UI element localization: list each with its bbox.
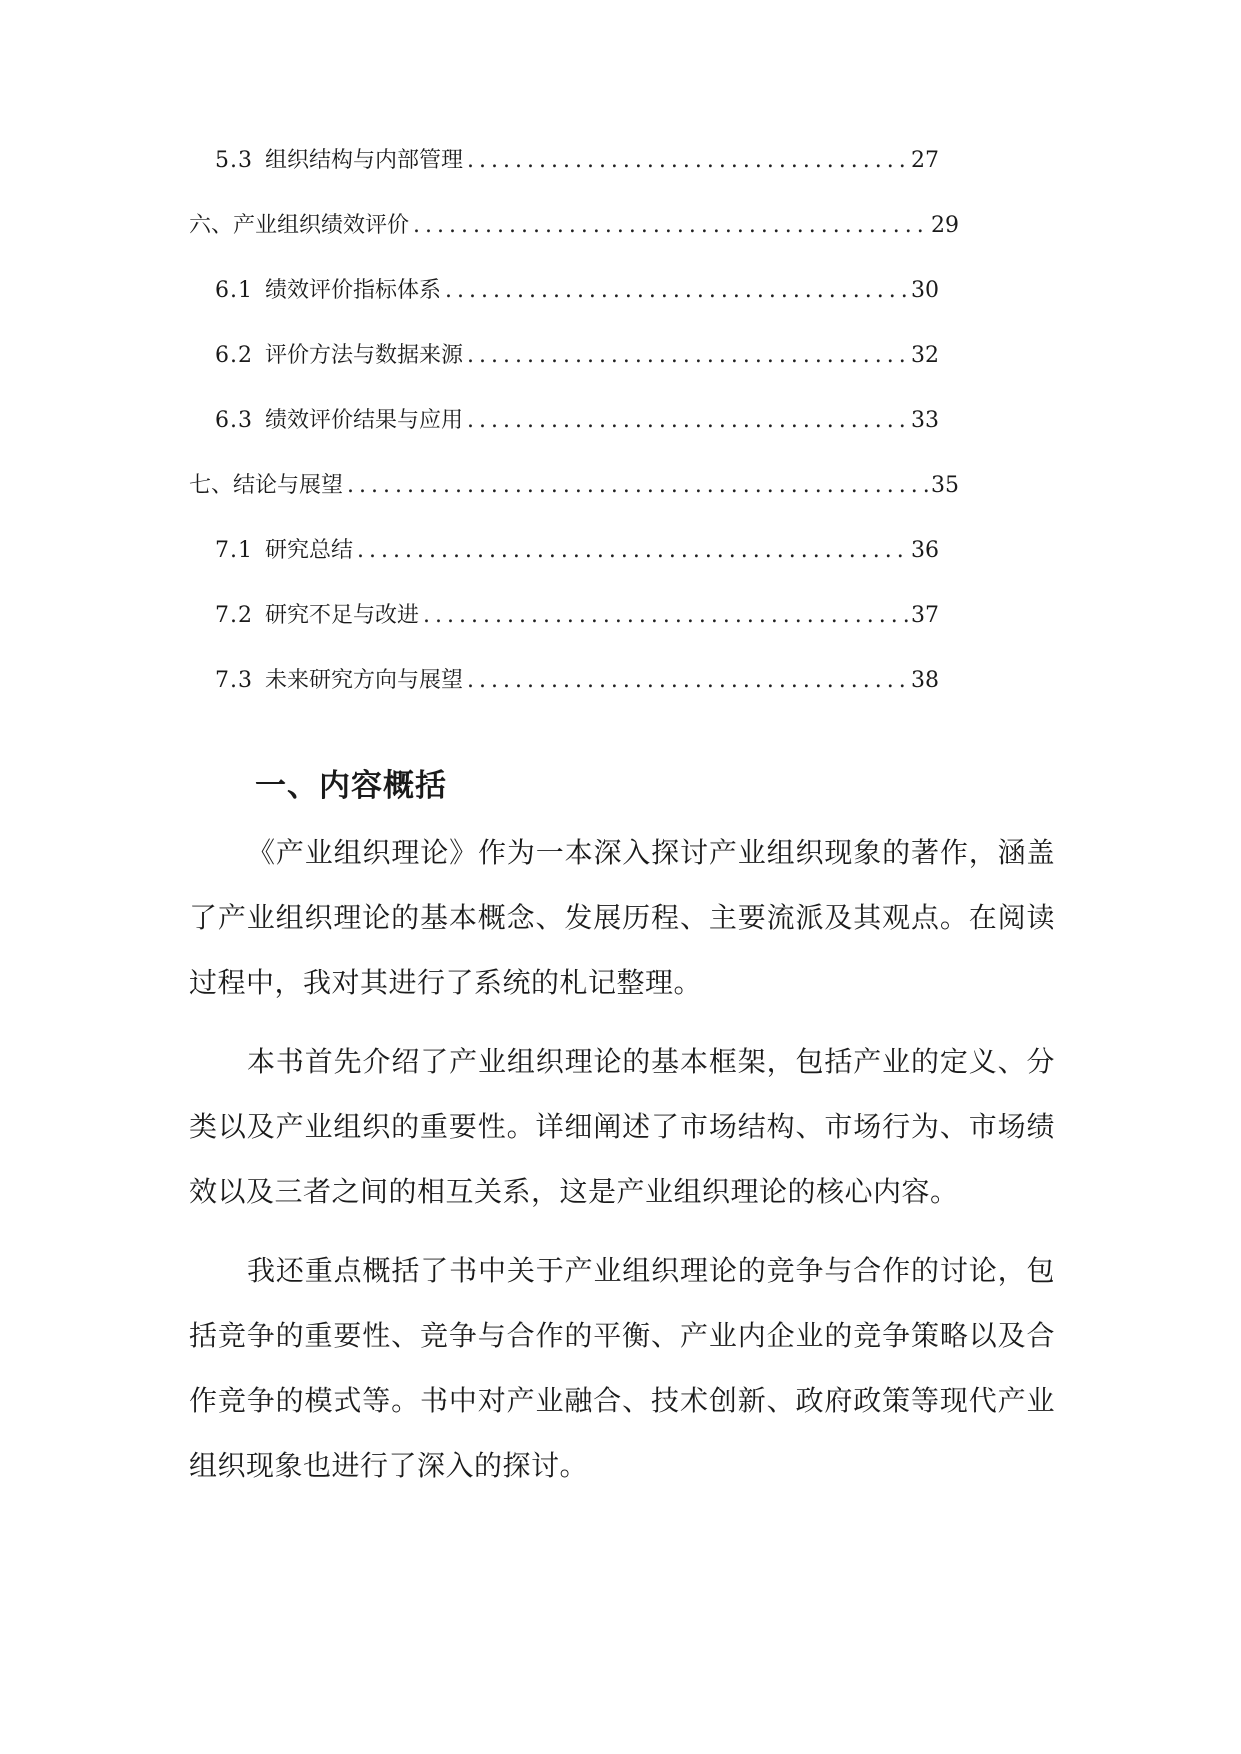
toc-leader-dots xyxy=(357,538,909,564)
toc-entry[interactable] xyxy=(189,213,959,278)
toc-entry[interactable] xyxy=(189,473,959,538)
toc-entry-title: 评价方法与数据来源 xyxy=(265,343,464,368)
toc-entry-number: 5.3 xyxy=(215,148,253,173)
toc-leader-dots xyxy=(347,473,929,499)
toc-entry-page: 27 xyxy=(911,148,939,173)
table-of-contents xyxy=(189,148,959,733)
toc-entry-title: 六、产业组织绩效评价 xyxy=(189,213,410,238)
toc-entry[interactable] xyxy=(189,603,959,668)
toc-entry-title: 组织结构与内部管理 xyxy=(265,148,464,173)
toc-entry-title: 研究总结 xyxy=(265,538,354,563)
toc-entry[interactable] xyxy=(189,538,959,603)
toc-leader-dots xyxy=(467,668,909,694)
toc-entry[interactable] xyxy=(189,408,959,473)
toc-entry-page: 37 xyxy=(911,603,939,628)
toc-entry-page: 30 xyxy=(911,278,939,303)
toc-entry-title: 绩效评价指标体系 xyxy=(265,278,442,303)
body-paragraph: 《产业组织理论》作为一本深入探讨产业组织现象的著作，涵盖了产业组织理论的基本概念、发展历程、主要流派及其观点。在阅读过程中，我对其进行了系统的札记整理。 xyxy=(189,836,1055,999)
toc-entry-number: 6.2 xyxy=(215,343,253,368)
toc-entry-number: 7.1 xyxy=(215,538,253,563)
toc-entry[interactable] xyxy=(189,343,959,408)
toc-entry[interactable] xyxy=(189,278,959,343)
toc-leader-dots xyxy=(467,148,909,174)
toc-entry-title: 研究不足与改进 xyxy=(265,603,420,628)
section-heading: 一、内容概括 xyxy=(255,768,447,804)
body-paragraph: 我还重点概括了书中关于产业组织理论的竞争与合作的讨论，包括竞争的重要性、竞争与合作的平衡、产业内企业的竞争策略以及合作竞争的模式等。书中对产业融合、技术创新、政府政策等现代产业组织现象也进行了深入的探讨。 xyxy=(189,1254,1055,1482)
toc-entry-number: 6.3 xyxy=(215,408,253,433)
toc-leader-dots xyxy=(423,603,909,629)
toc-entry[interactable] xyxy=(189,668,959,733)
toc-entry-number: 7.3 xyxy=(215,668,253,693)
toc-leader-dots xyxy=(467,408,909,434)
toc-entry-number: 6.1 xyxy=(215,278,253,303)
toc-entry-page: 38 xyxy=(911,668,939,693)
toc-entry-page: 35 xyxy=(931,473,959,498)
toc-entry-page: 33 xyxy=(911,408,939,433)
toc-entry-title: 未来研究方向与展望 xyxy=(265,668,464,693)
toc-entry-page: 29 xyxy=(931,213,959,238)
body-paragraph: 本书首先介绍了产业组织理论的基本框架，包括产业的定义、分类以及产业组织的重要性。详细阐述了市场结构、市场行为、市场绩效以及三者之间的相互关系，这是产业组织理论的核心内容。 xyxy=(189,1045,1055,1208)
toc-entry-number: 7.2 xyxy=(215,603,253,628)
toc-leader-dots xyxy=(445,278,909,304)
toc-entry-title: 绩效评价结果与应用 xyxy=(265,408,464,433)
toc-entry[interactable] xyxy=(189,148,959,213)
toc-entry-page: 36 xyxy=(911,538,939,563)
toc-entry-page: 32 xyxy=(911,343,939,368)
toc-entry-title: 七、结论与展望 xyxy=(189,473,344,498)
toc-leader-dots xyxy=(467,343,909,369)
section-body xyxy=(189,820,1055,1512)
toc-leader-dots xyxy=(413,213,929,239)
